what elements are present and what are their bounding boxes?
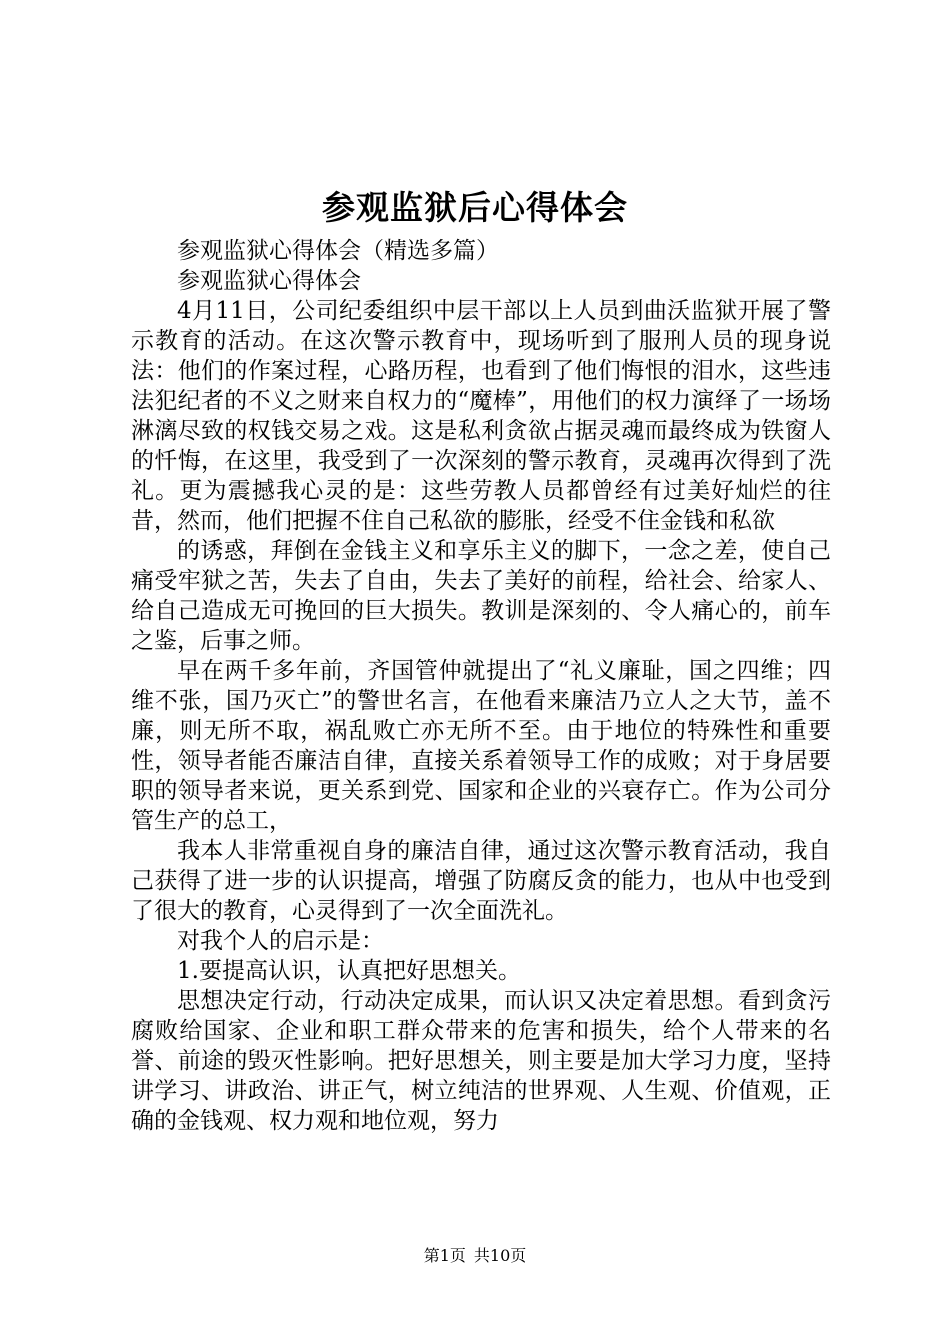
section-heading: 参观监狱心得体会 bbox=[177, 268, 361, 294]
page-number: 第1页 bbox=[423, 1246, 466, 1265]
document-title: 参观监狱后心得体会 bbox=[322, 188, 628, 227]
numbered-point: 1.要提高认识，认真把好思想关。 bbox=[177, 958, 521, 984]
document-body bbox=[131, 236, 831, 1136]
page-total: 共10页 bbox=[473, 1246, 527, 1265]
page-footer bbox=[0, 1245, 950, 1267]
body-paragraph: 早在两千多年前，齐国管仲就提出了“礼义廉耻，国之四维；四维不张，国乃灭亡”的警世名言，在他看来廉洁乃立人之大节，盖不廉，则无所不取，祸乱败亡亦无所不至。由于地位的特殊性和重要性，领导者能否廉洁自律，直接关系着领导工作的成败；对于身居要职的领导者来说，更关系到党、国家和企业的兴衰存亡。作为公司分管生产的总工， bbox=[131, 658, 831, 834]
body-paragraph: 思想决定行动，行动决定成果，而认识又决定着思想。看到贪污腐败给国家、企业和职工群众带来的危害和损失，给个人带来的名誉、前途的毁灭性影响。把好思想关，则主要是加大学习力度，坚持讲学习、讲政治、讲正气，树立纯洁的世界观、人生观、价值观，正确的金钱观、权力观和地位观，努力 bbox=[131, 988, 831, 1134]
body-paragraph: 我本人非常重视自身的廉洁自律，通过这次警示教育活动，我自己获得了进一步的认识提高，增强了防腐反贪的能力，也从中也受到了很大的教育，心灵得到了一次全面洗礼。 bbox=[131, 838, 831, 924]
body-paragraph: 的诱惑，拜倒在金钱主义和享乐主义的脚下，一念之差，使自己痛受牢狱之苦，失去了自由，失去了美好的前程，给社会、给家人、给自己造成无可挽回的巨大损失。教训是深刻的、令人痛心的，前车之鉴，后事之师。 bbox=[131, 538, 831, 654]
body-paragraph: 4月11日，公司纪委组织中层干部以上人员到曲沃监狱开展了警示教育的活动。在这次警示教育中，现场听到了服刑人员的现身说法：他们的作案过程，心路历程，也看到了他们悔恨的泪水，这些违法犯纪者的不义之财来自权力的“魔棒”，用他们的权力演绎了一场场淋漓尽致的权钱交易之戏。这是私利贪欲占据灵魂而最终成为铁窗人的忏悔，在这里，我受到了一次深刻的警示教育，灵魂再次得到了洗礼。更为震撼我心灵的是：这些劳教人员都曾经有过美好灿烂的往昔，然而，他们把握不住自己私欲的膨胀，经受不住金钱和私欲 bbox=[131, 298, 831, 534]
body-paragraph: 对我个人的启示是： bbox=[177, 928, 384, 954]
subtitle-paragraph: 参观监狱心得体会（精选多篇） bbox=[177, 238, 499, 264]
